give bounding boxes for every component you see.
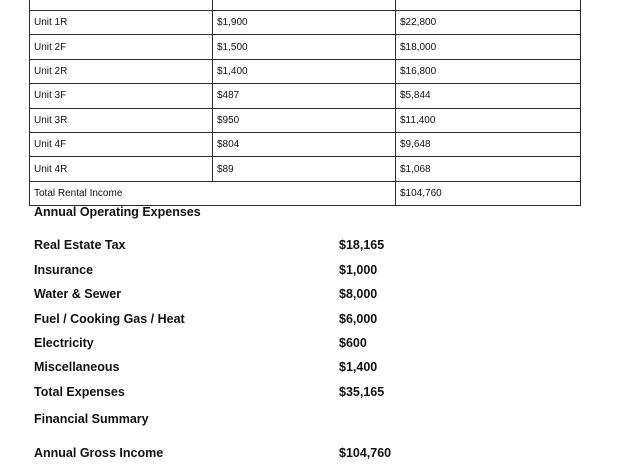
expense-value: $8,000 xyxy=(339,287,378,301)
annual-rent-cell: $11,400 xyxy=(396,108,581,132)
expense-label: Water & Sewer xyxy=(34,287,122,301)
expense-value: $6,000 xyxy=(339,312,378,326)
expense-label: Electricity xyxy=(34,336,94,350)
summary-label: Annual Gross Income xyxy=(34,446,164,460)
expense-label: Insurance xyxy=(34,263,94,277)
total-expenses-row xyxy=(34,385,594,403)
unit-cell: Unit 4F xyxy=(30,132,213,156)
monthly-rent-cell: $950 xyxy=(213,108,396,132)
table-row xyxy=(30,84,581,108)
table-row xyxy=(30,35,581,59)
expense-row xyxy=(34,312,594,330)
annual-rent-cell: $5,844 xyxy=(396,84,581,108)
table-row xyxy=(30,0,581,11)
annual-rent-cell: $16,800 xyxy=(396,59,581,83)
expense-row xyxy=(34,360,594,378)
expense-label: Total Expenses xyxy=(34,385,125,399)
total-annual-cell: $104,760 xyxy=(396,181,581,205)
monthly-rent-cell: $1,500 xyxy=(213,35,396,59)
expense-label: Miscellaneous xyxy=(34,360,120,374)
expense-row xyxy=(34,336,594,354)
summary-value: $104,760 xyxy=(339,446,392,460)
expense-value: $600 xyxy=(339,336,367,350)
annual-rent-cell: $22,800 xyxy=(396,11,581,35)
annual-rent-cell: $1,068 xyxy=(396,157,581,181)
monthly-rent-cell: $804 xyxy=(213,132,396,156)
expense-value: $1,400 xyxy=(339,360,378,374)
table-row xyxy=(30,157,581,181)
unit-cell: Unit 2F xyxy=(30,35,213,59)
expense-value: $1,000 xyxy=(339,263,378,277)
table-row xyxy=(30,11,581,35)
monthly-rent-cell: $1,900 xyxy=(213,11,396,35)
table-row xyxy=(30,59,581,83)
unit-cell: Unit 1R xyxy=(30,11,213,35)
expense-row xyxy=(34,287,594,305)
unit-cell xyxy=(30,0,213,11)
annual-rent-cell xyxy=(396,0,581,11)
monthly-rent-cell: $1,400 xyxy=(213,59,396,83)
monthly-rent-cell xyxy=(213,0,396,11)
unit-cell: Unit 4R xyxy=(30,157,213,181)
expense-row xyxy=(34,263,594,281)
financial-summary-heading: Financial Summary xyxy=(34,412,149,426)
unit-cell: Unit 2R xyxy=(30,59,213,83)
expense-label: Fuel / Cooking Gas / Heat xyxy=(34,312,185,326)
annual-rent-cell: $9,648 xyxy=(396,132,581,156)
total-row xyxy=(30,181,581,205)
summary-row xyxy=(34,446,594,464)
table-row xyxy=(30,108,581,132)
expense-row xyxy=(34,238,594,256)
expense-value: $35,165 xyxy=(339,385,385,399)
rental-income-table xyxy=(29,0,581,206)
unit-cell: Unit 3F xyxy=(30,84,213,108)
monthly-rent-cell: $487 xyxy=(213,84,396,108)
annual-rent-cell: $18,000 xyxy=(396,35,581,59)
table-row xyxy=(30,132,581,156)
total-label-cell: Total Rental Income xyxy=(30,181,396,205)
monthly-rent-cell: $89 xyxy=(213,157,396,181)
expenses-heading: Annual Operating Expenses xyxy=(34,205,201,219)
unit-cell: Unit 3R xyxy=(30,108,213,132)
expense-label: Real Estate Tax xyxy=(34,238,126,252)
expense-value: $18,165 xyxy=(339,238,385,252)
